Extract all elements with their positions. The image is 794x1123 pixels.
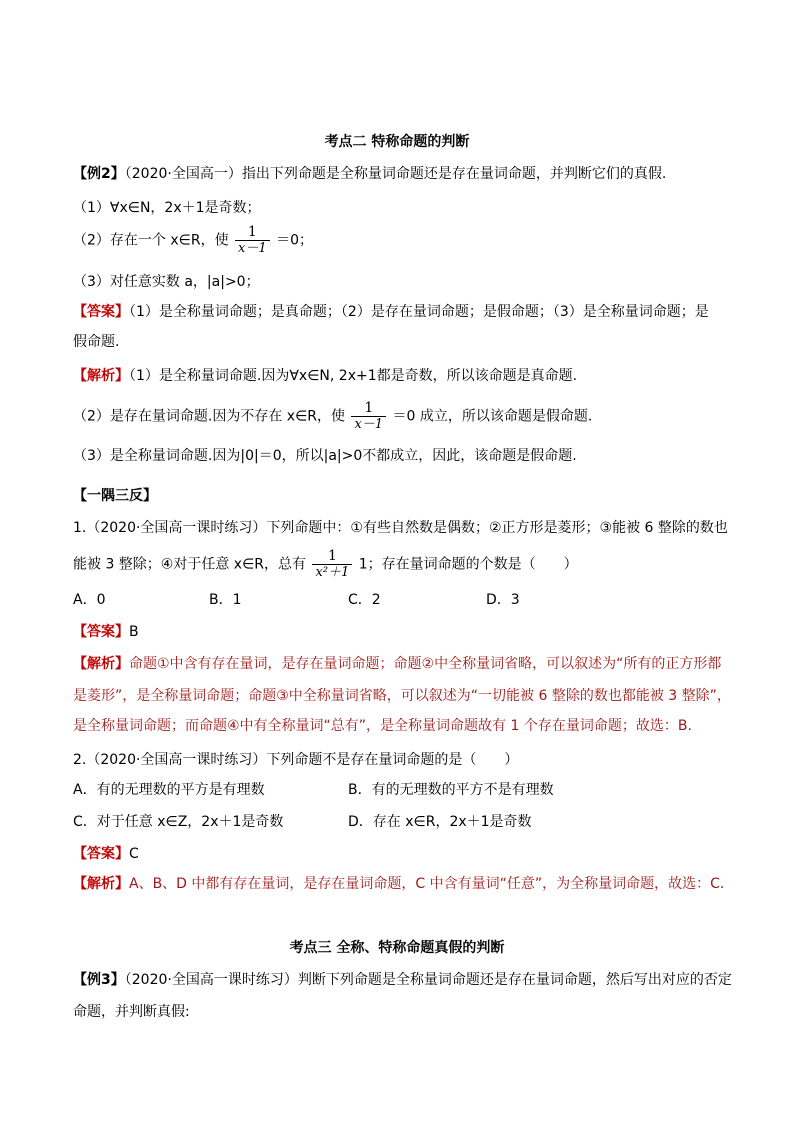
answer-tag: 【答案】 bbox=[73, 304, 129, 320]
q2-option-b[interactable]: B．有的无理数的平方不是有理数 bbox=[348, 782, 554, 798]
analysis-tag: 【解析】 bbox=[73, 656, 129, 672]
analysis-text-2a: （2）是存在量词命题.因为不存在 x∈R，使 bbox=[73, 408, 346, 425]
example2-prompt bbox=[73, 164, 720, 184]
fraction-numerator: 1 bbox=[364, 400, 374, 416]
example2-analysis-line-2 bbox=[73, 400, 720, 433]
q1-analysis-line-3: 是全称量词命题；而命题④中有全称量词“总有”，是全称量词命题故有 1 个存在量词命题；故选：B. bbox=[73, 718, 692, 734]
example2-item-3: （3）对任意实数 a，|a|>0； bbox=[73, 274, 260, 290]
q2-answer-value: C bbox=[129, 846, 139, 862]
example2-answer-line-2: 假命题. bbox=[73, 334, 120, 350]
example2-item-2-b: ＝0； bbox=[276, 232, 314, 249]
example3-line-2: 命题，并判断真假: bbox=[73, 1004, 190, 1020]
analysis-text-1: （1）是全称量词命题.因为∀x∈N, 2x+1都是奇数，所以该命题是真命题. bbox=[129, 368, 578, 384]
fraction-1-over-x-minus-1 bbox=[235, 224, 270, 257]
example2-item-2-a: （2）存在一个 x∈R，使 bbox=[73, 232, 229, 249]
q1-option-d[interactable]: D．3 bbox=[486, 592, 520, 608]
fraction-denominator: x²＋1 bbox=[312, 564, 352, 581]
q2-analysis-text: A、B、D 中都有存在量词，是存在量词命题，C 中含有量词“任意”，为全称量词命题，故选：C. bbox=[129, 876, 725, 892]
fraction-1-over-x-minus-1-analysis bbox=[351, 400, 386, 433]
q1-analysis-line-1 bbox=[73, 654, 720, 674]
practice-title: 【一隅三反】 bbox=[73, 488, 157, 504]
q2-line-1: 2.（2020·全国高一课时练习）下列命题不是存在量词命题的是（ ） bbox=[73, 752, 519, 768]
q1-answer-value: B bbox=[129, 624, 139, 640]
fraction-numerator: 1 bbox=[327, 548, 337, 564]
example2-tag: 【例2】 bbox=[73, 166, 125, 182]
q1-line-2 bbox=[73, 548, 720, 581]
q2-option-c[interactable]: C．对于任意 x∈Z，2x＋1是奇数 bbox=[73, 814, 284, 830]
example2-text: （2020·全国高一）指出下列命题是全称量词命题还是存在量词命题，并判断它们的真假. bbox=[124, 166, 667, 182]
example2-item-1: （1）∀x∈N，2x＋1是奇数； bbox=[73, 200, 261, 216]
q1-option-a[interactable]: A．0 bbox=[73, 592, 106, 608]
q2-option-a[interactable]: A．有的无理数的平方是有理数 bbox=[73, 782, 265, 798]
example2-answer-line-1 bbox=[73, 302, 720, 322]
section2-title: 考点二 特称命题的判断 bbox=[324, 134, 470, 150]
example2-analysis-line-1 bbox=[73, 366, 720, 386]
answer-text-1: （1）是全称量词命题；是真命题；（2）是存在量词命题；是假命题；（3）是全称量词命题；是 bbox=[129, 304, 709, 320]
answer-tag: 【答案】 bbox=[73, 846, 129, 862]
q1-line-1: 1.（2020·全国高一课时练习）下列命题中：①有些自然数是偶数；②正方形是菱形；③能被 6 整除的数也 bbox=[73, 520, 728, 536]
fraction-1-over-x2-plus-1 bbox=[312, 548, 352, 581]
example2-analysis-line-3: （3）是全称量词命题.因为|0|＝0，所以|a|>0不都成立，因此，该命题是假命题. bbox=[73, 448, 577, 464]
example3-text-1: （2020·全国高一课时练习）判断下列命题是全称量词命题还是存在量词命题，然后写出对应的否定 bbox=[124, 972, 732, 988]
q1-option-c[interactable]: C．2 bbox=[348, 592, 381, 608]
example2-item-2 bbox=[73, 224, 720, 257]
q1-line-2a: 能被 3 整除；④对于任意 x∈R，总有 bbox=[73, 556, 307, 573]
q1-line-2b: 1；存在量词命题的个数是（ ） bbox=[358, 556, 578, 573]
fraction-denominator: x－1 bbox=[351, 416, 386, 433]
q2-analysis bbox=[73, 874, 725, 894]
q2-option-d[interactable]: D．存在 x∈R，2x＋1是奇数 bbox=[348, 814, 532, 830]
q1-option-b[interactable]: B．1 bbox=[209, 592, 242, 608]
section3-title: 考点三 全称、特称命题真假的判断 bbox=[289, 940, 505, 956]
example3-line-1 bbox=[73, 970, 732, 990]
example3-tag: 【例3】 bbox=[73, 972, 125, 988]
analysis-tag: 【解析】 bbox=[73, 368, 129, 384]
analysis-tag: 【解析】 bbox=[73, 876, 129, 892]
q1-analysis-text-1: 命题①中含有存在量词，是存在量词命题；命题②中全称量词省略，可以叙述为“所有的正方形都 bbox=[129, 656, 722, 672]
answer-tag: 【答案】 bbox=[73, 624, 129, 640]
fraction-numerator: 1 bbox=[247, 224, 257, 240]
fraction-denominator: x－1 bbox=[235, 240, 270, 257]
q1-analysis-line-2: 是菱形”，是全称量词命题；命题③中全称量词省略，可以叙述为“一切能被 6 整除的数也都能被 3 整除”， bbox=[73, 688, 731, 704]
q2-answer bbox=[73, 844, 720, 864]
analysis-text-2b: ＝0 成立，所以该命题是假命题. bbox=[392, 408, 593, 425]
q1-answer bbox=[73, 622, 720, 642]
